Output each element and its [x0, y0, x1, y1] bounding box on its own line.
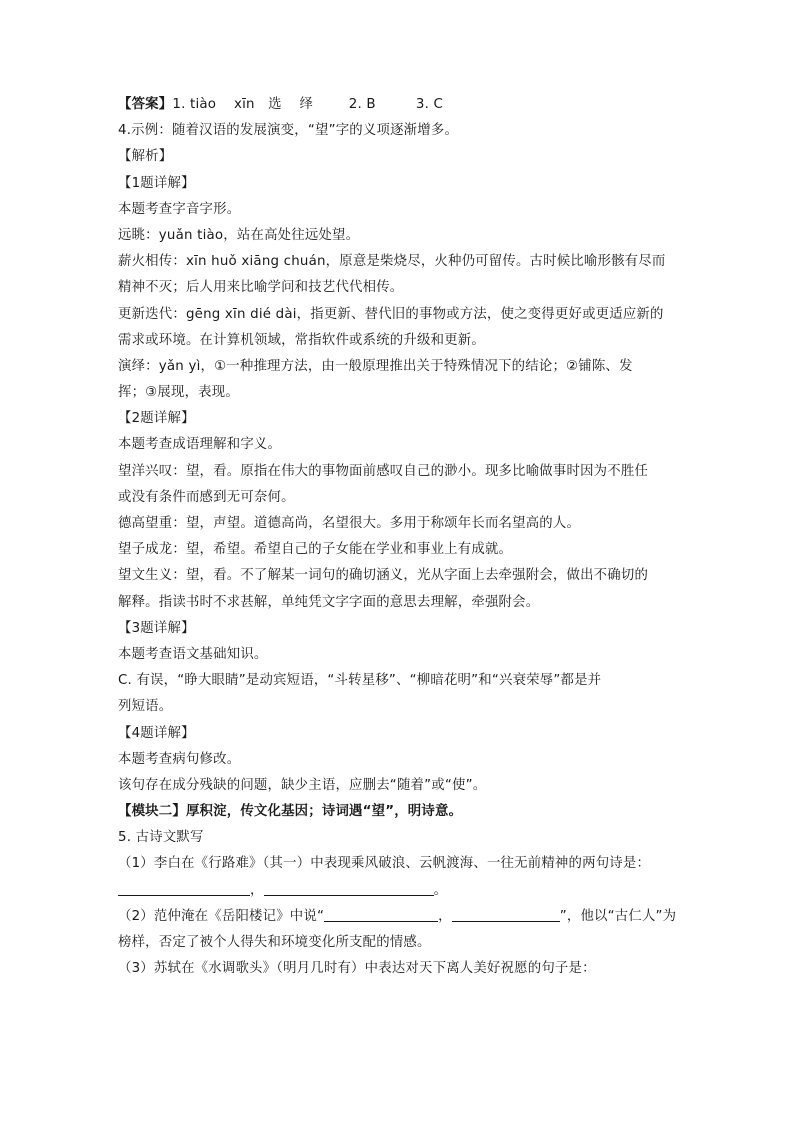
question-5-title: 5. 古诗文默写	[118, 830, 204, 846]
text-line: 更新迭代：gēng xīn dié dài，指更新、替代旧的事物或方法，使之变得更好或更适应新的	[118, 306, 664, 322]
answer-blank[interactable]	[264, 880, 434, 896]
text-line: 望洋兴叹：望，看。原指在伟大的事物面前感叹自己的渺小。现多比喻做事时因为不胜任	[118, 463, 649, 479]
period: 。	[433, 882, 448, 898]
question-text: ”，他以“古仁人”为	[559, 908, 677, 924]
analysis-heading: 【解析】	[118, 149, 173, 165]
text-line: 本题考查字音字形。	[118, 201, 241, 217]
text-line: 演绎：yǎn yì，①一种推理方法，由一般原理推出关于特殊情况下的结论；②铺陈、发	[118, 358, 633, 374]
text-line: 本题考查成语理解和字义。	[118, 437, 282, 453]
answer-tag: 【答案】	[118, 97, 173, 112]
text-line: 德高望重：望，声望。道德高尚，名望很大。多用于称颂年长而名望高的人。	[118, 516, 581, 531]
text-line: 望文生义：望，看。不了解某一词句的确切涵义，光从字面上去牵强附会，做出不确切的	[118, 568, 649, 584]
answer-text: 1. tiào xīn 选 绎 2. B 3. C	[172, 97, 444, 112]
question-5-2	[118, 904, 688, 930]
text-line: 列短语。	[118, 699, 173, 715]
answer-blank[interactable]	[452, 906, 560, 922]
question-text: （2）范仲淹在《岳阳楼记》中说“	[118, 908, 325, 924]
fill-blank-line	[118, 878, 688, 904]
answer-q4-line: 4.示例：随着汉语的发展演变，“望”字的义项逐渐增多。	[118, 123, 459, 139]
answer-blank[interactable]	[118, 880, 250, 896]
text-line: 远眺：yuǎn tiào，站在高处往远处望。	[118, 227, 360, 243]
comma: ，	[250, 882, 264, 898]
answer-line	[118, 92, 688, 118]
answer-blank[interactable]	[324, 906, 438, 922]
answer-document	[118, 92, 688, 982]
text-line: 本题考查病句修改。	[118, 751, 241, 767]
text-line: 望子成龙：望，希望。希望自己的子女能在学业和事业上有成就。	[118, 542, 513, 558]
text-line: 榜样，否定了被个人得失和环境变化所支配的情感。	[118, 935, 431, 950]
question-5-3: （3）苏轼在《水调歌头》（明月几时有）中表达对天下离人美好祝愿的句子是：	[118, 961, 596, 977]
q3-heading: 【3题详解】	[118, 620, 195, 636]
text-line: 需求或环境。在计算机领域，常指软件或系统的升级和更新。	[118, 332, 485, 348]
q1-heading: 【1题详解】	[118, 175, 195, 191]
text-line: 或没有条件而感到无可奈何。	[118, 489, 295, 505]
comma: ，	[438, 908, 452, 924]
text-line: 挥；③展现，表现。	[118, 385, 239, 401]
text-line: 薪火相传：xīn huǒ xiāng chuán，原意是柴烧尽，火种仍可留传。古时候比喻形骸有尽而	[118, 254, 666, 270]
text-line: 该句存在成分残缺的问题，缺少主语，应删去“随着”或“使”。	[118, 777, 487, 793]
question-5-1: （1）李白在《行路难》（其一）中表现乘风破浪、云帆渡海、一往无前精神的两句诗是：	[118, 856, 651, 872]
module2-heading: 【模块二】厚积淀，传文化基因；诗词遇“望”，明诗意。	[118, 804, 463, 820]
text-line: 本题考查语文基础知识。	[118, 646, 268, 662]
q2-heading: 【2题详解】	[118, 411, 195, 427]
text-line: C. 有误，“睁大眼睛”是动宾短语，“斗转星移”、“柳暗花明”和“兴衰荣辱”都是并	[118, 673, 602, 689]
text-line: 解释。指读书时不求甚解，单纯凭文字字面的意思去理解，牵强附会。	[118, 594, 540, 610]
q4-heading: 【4题详解】	[118, 725, 195, 741]
text-line: 精神不灭；后人用来比喻学问和技艺代代相传。	[118, 280, 404, 296]
